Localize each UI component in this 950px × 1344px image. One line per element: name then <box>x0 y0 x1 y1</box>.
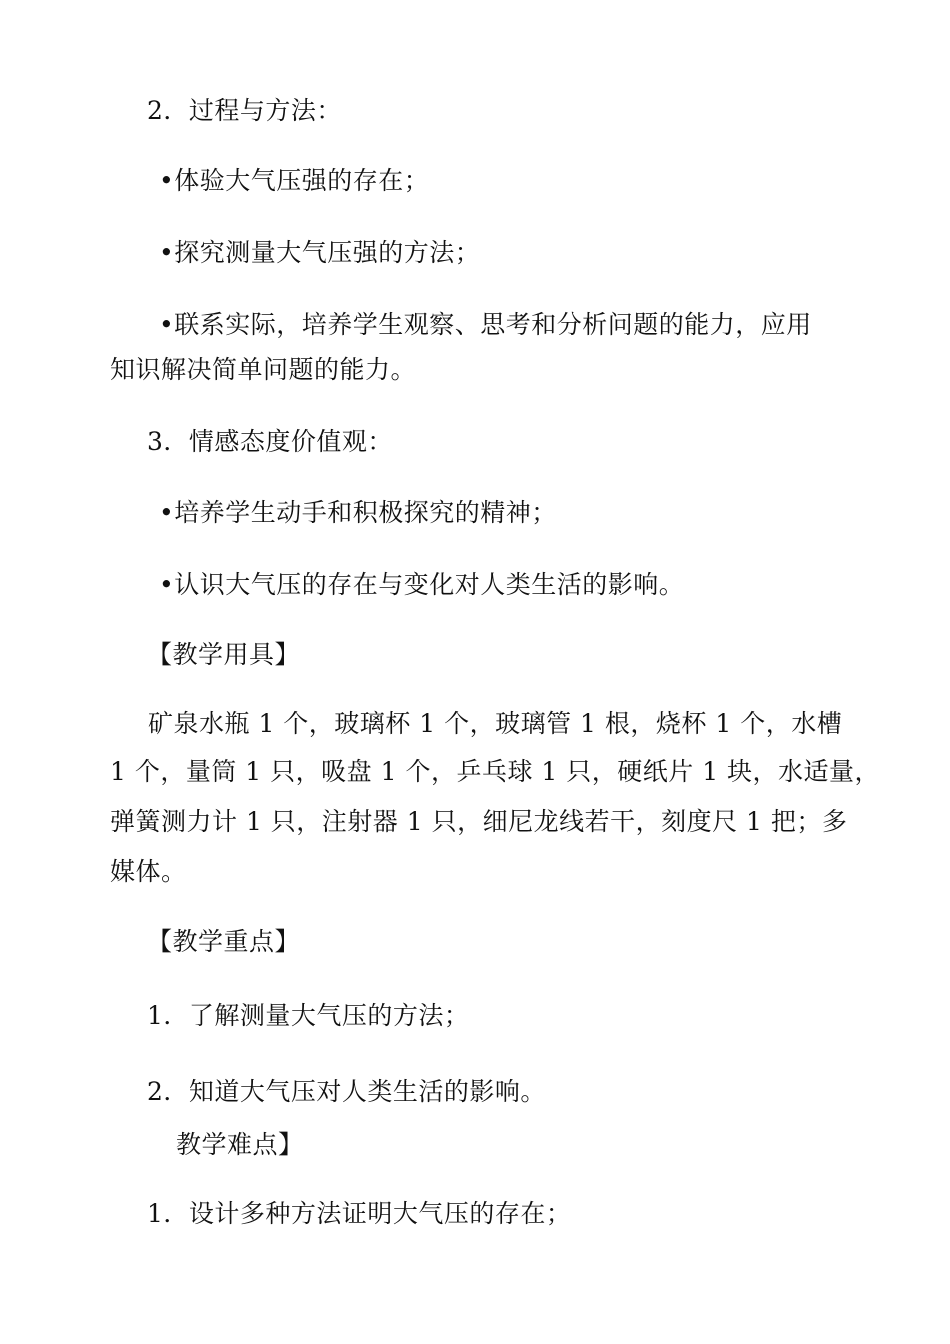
focus-item-1: 1．了解测量大气压的方法； <box>147 1001 470 1030</box>
tools-paragraph-line-4: 媒体。 <box>110 857 187 886</box>
heading-process-methods: 2．过程与方法： <box>147 96 342 125</box>
tools-paragraph-line-2: 1 个，量筒 1 只，吸盘 1 个，乒乓球 1 只，硬纸片 1 块，水适量， <box>110 757 881 786</box>
bullet-hands-on-spirit: •培养学生动手和积极探究的精神； <box>159 498 557 527</box>
tools-paragraph-line-1: 矿泉水瓶 1 个，玻璃杯 1 个，玻璃管 1 根，烧杯 1 个，水槽 <box>148 709 843 738</box>
tools-paragraph-line-3: 弹簧测力计 1 只，注射器 1 只，细尼龙线若干，刻度尺 1 把；多 <box>110 807 848 836</box>
bullet-experience-pressure: •体验大气压强的存在； <box>159 166 430 195</box>
heading-teaching-difficulty: 教学难点】 <box>176 1130 304 1159</box>
bullet-connect-practice-cont: 知识解决简单问题的能力。 <box>110 355 417 384</box>
heading-teaching-focus: 【教学重点】 <box>147 927 301 956</box>
bullet-connect-practice: •联系实际，培养学生观察、思考和分析问题的能力，应用 <box>159 310 812 339</box>
focus-item-2: 2．知道大气压对人类生活的影响。 <box>147 1077 546 1106</box>
difficulty-item-1: 1．设计多种方法证明大气压的存在； <box>147 1199 572 1228</box>
bullet-pressure-impact: •认识大气压的存在与变化对人类生活的影响。 <box>159 570 685 599</box>
bullet-explore-measurement: •探究测量大气压强的方法； <box>159 238 481 267</box>
heading-emotion-values: 3．情感态度价值观： <box>147 427 393 456</box>
heading-teaching-tools: 【教学用具】 <box>147 640 301 669</box>
